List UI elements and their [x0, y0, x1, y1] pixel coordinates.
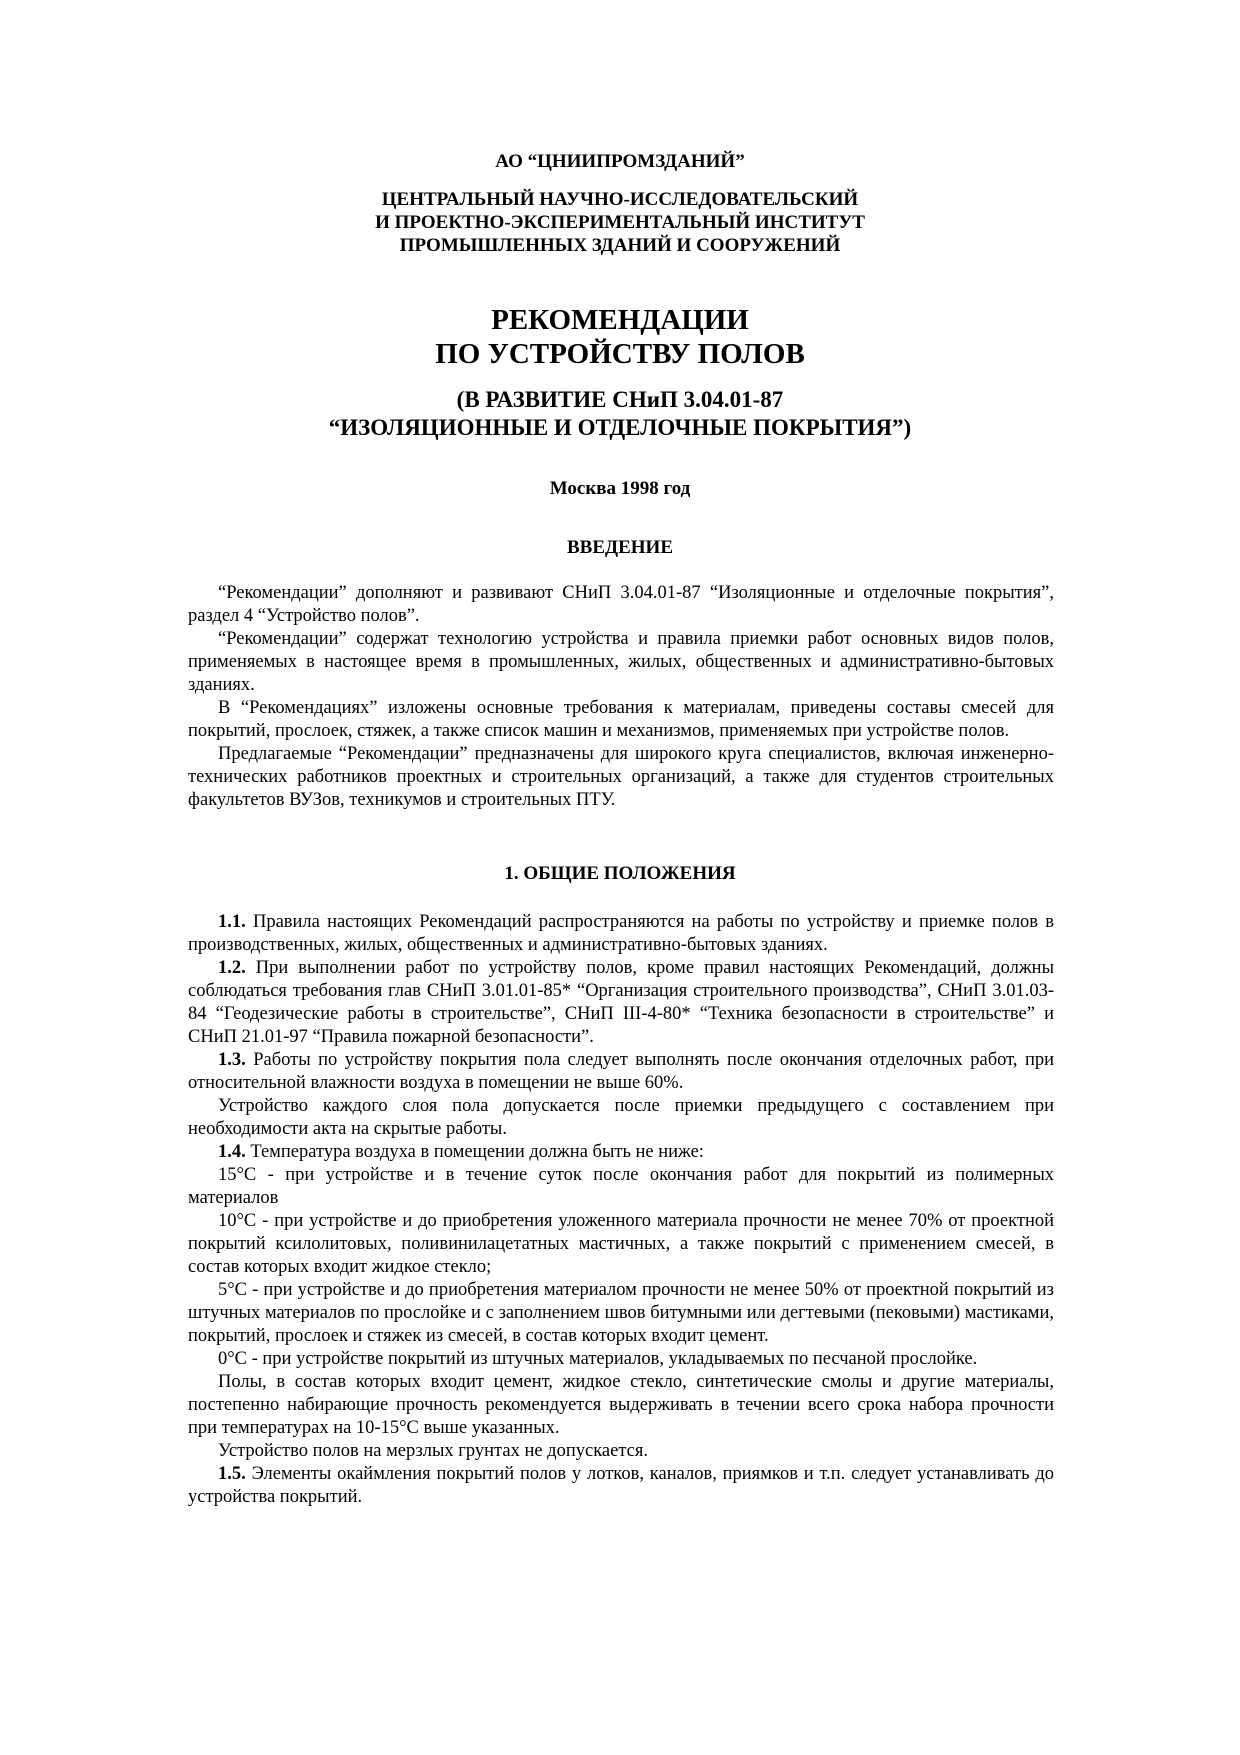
clause-number: 1.2.	[218, 958, 246, 978]
section-paragraph	[188, 1210, 1054, 1279]
institute-name	[0, 188, 1240, 257]
subtitle-line: (В РАЗВИТИЕ СНиП 3.04.01-87	[456, 387, 784, 412]
section-paragraph	[188, 1440, 1054, 1463]
section-paragraph	[188, 1141, 1054, 1164]
clause-text: 5°С - при устройстве и до приобретения материалом прочности не менее 50% от проектной покрытий из штучных материалов по прослойке и с заполнением швов битумными или дегтевыми (пековыми) мастиками, покрытий, прослоек и стяжек из смесей, в состав которых входит цемент.	[188, 1280, 1054, 1346]
organization-name: АО “ЦНИИПРОМЗДАНИЙ”	[495, 151, 745, 172]
section-paragraph	[188, 1279, 1054, 1348]
intro-paragraph: Предлагаемые “Рекомендации” предназначены для широкого круга специалистов, включая инженерно-технических работников проектных и строительных организаций, а также для студентов строительных факультетов ВУЗов, техникумов и строительных ПТУ.	[188, 744, 1054, 810]
section-paragraph	[188, 911, 1054, 957]
title-line: ПО УСТРОЙСТВУ ПОЛОВ	[435, 338, 805, 370]
institute-line: И ПРОЕКТНО-ЭКСПЕРИМЕНТАЛЬНЫЙ ИНСТИТУТ	[375, 212, 865, 233]
section-1-heading: 1. ОБЩИЕ ПОЛОЖЕНИЯ	[504, 863, 736, 884]
clause-number: 1.3.	[218, 1050, 246, 1070]
document-subtitle	[0, 386, 1240, 442]
section-1-body	[188, 911, 1054, 1509]
clause-text: Полы, в состав которых входит цемент, жидкое стекло, синтетические смолы и другие материалы, постепенно набирающие прочность рекомендуется выдерживать в течении всего срока набора прочности при температурах на 10-15°С выше указанных.	[188, 1372, 1054, 1438]
intro-paragraph: “Рекомендации” содержат технологию устройства и правила приемки работ основных видов полов, применяемых в настоящее время в промышленных, жилых, общественных и административно-бытовых зданиях.	[188, 629, 1054, 695]
clause-number: 1.5.	[218, 1464, 246, 1484]
section-paragraph	[188, 957, 1054, 1049]
clause-number: 1.4.	[218, 1142, 246, 1162]
section-paragraph	[188, 1348, 1054, 1371]
intro-paragraph: “Рекомендации” дополняют и развивают СНиП 3.04.01-87 “Изоляционные и отделочные покрытия”, раздел 4 “Устройство полов”.	[188, 583, 1054, 626]
section-paragraph	[188, 1164, 1054, 1210]
clause-text: Элементы окаймления покрытий полов у лотков, каналов, приямков и т.п. следует устанавливать до устройства покрытий.	[188, 1464, 1054, 1507]
intro-heading: ВВЕДЕНИЕ	[567, 537, 673, 558]
section-paragraph	[188, 1371, 1054, 1440]
clause-text: Работы по устройству покрытия пола следует выполнять после окончания отделочных работ, при относительной влажности воздуха в помещении не выше 60%.	[188, 1050, 1054, 1093]
clause-text: 10°С - при устройстве и до приобретения уложенного материала прочности не менее 70% от проектной покрытий ксилолитовых, поливинилацетатных мастичных, а также покрытий с применением смесей, в состав которых входит жидкое стекло;	[188, 1211, 1054, 1277]
clause-text: 15°С - при устройстве и в течение суток после окончания работ для покрытий из полимерных материалов	[188, 1165, 1054, 1208]
institute-line: ЦЕНТРАЛЬНЫЙ НАУЧНО-ИССЛЕДОВАТЕЛЬСКИЙ	[381, 189, 859, 210]
section-paragraph	[188, 1049, 1054, 1095]
section-paragraph	[188, 1095, 1054, 1141]
clause-number: 1.1.	[218, 912, 246, 932]
subtitle-line: “ИЗОЛЯЦИОННЫЕ И ОТДЕЛОЧНЫЕ ПОКРЫТИЯ”)	[328, 415, 912, 440]
clause-text: При выполнении работ по устройству полов, кроме правил настоящих Рекомендаций, должны соблюдаться требования глав СНиП 3.01.01-85* “Организация строительного производства”, СНиП 3.01.03-84 “Геодезические работы в строительстве”, СНиП III-4-80* “Техника безопасности в строительстве” и СНиП 21.01-97 “Правила пожарной безопасности”.	[188, 958, 1054, 1047]
clause-text: Устройство каждого слоя пола допускается после приемки предыдущего с составлением при необходимости акта на скрытые работы.	[188, 1096, 1054, 1139]
intro-body	[188, 582, 1054, 812]
document-title	[0, 303, 1240, 371]
clause-text: Температура воздуха в помещении должна быть не ниже:	[245, 1142, 704, 1162]
section-paragraph	[188, 1463, 1054, 1509]
title-line: РЕКОМЕНДАЦИИ	[491, 304, 749, 336]
clause-text: Устройство полов на мерзлых грунтах не допускается.	[218, 1441, 648, 1461]
clause-text: Правила настоящих Рекомендаций распространяются на работы по устройству и приемке полов в производственных, жилых, общественных и административно-бытовых зданиях.	[188, 912, 1054, 955]
intro-paragraph: В “Рекомендациях” изложены основные требования к материалам, приведены составы смесей для покрытий, прослоек, стяжек, а также список машин и механизмов, применяемых при устройстве полов.	[188, 698, 1054, 741]
city-year: Москва 1998 год	[549, 478, 691, 499]
institute-line: ПРОМЫШЛЕННЫХ ЗДАНИЙ И СООРУЖЕНИЙ	[399, 235, 841, 256]
clause-text: 0°С - при устройстве покрытий из штучных материалов, укладываемых по песчаной прослойке.	[218, 1349, 978, 1369]
